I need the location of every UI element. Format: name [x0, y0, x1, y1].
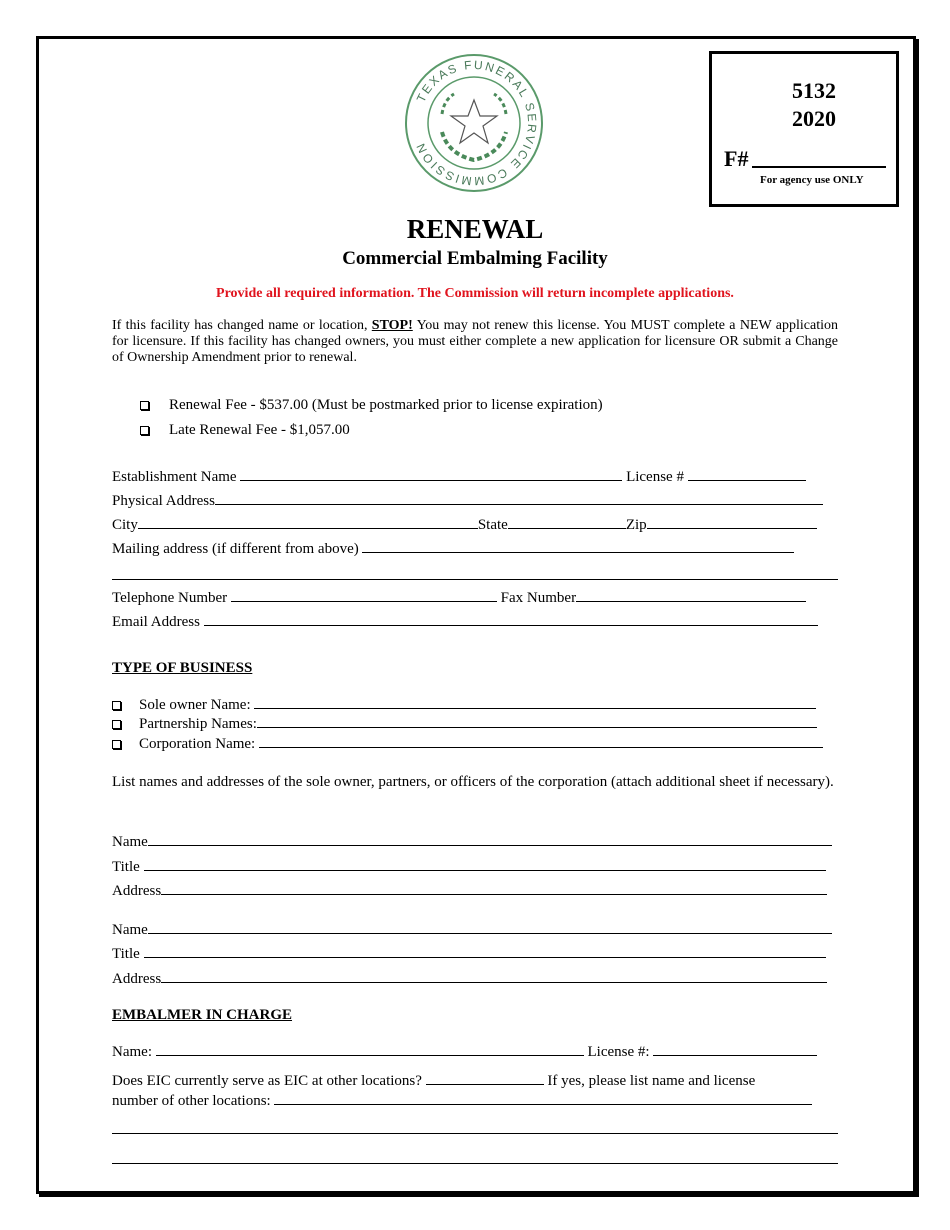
agency-use-box — [709, 51, 899, 207]
eic-locations-line3[interactable] — [112, 1163, 838, 1164]
eic-name-row: Name: License #: — [112, 1041, 817, 1061]
embalmer-heading: EMBALMER IN CHARGE — [112, 1007, 293, 1023]
owner1-name-row: Name — [112, 831, 832, 851]
telephone-field[interactable] — [231, 587, 497, 602]
checkbox[interactable] — [112, 720, 121, 729]
city-state-zip-row: City State Zip — [112, 514, 817, 534]
eic-other-locations-field[interactable] — [426, 1070, 544, 1085]
owner2-title-field[interactable] — [144, 943, 826, 958]
phone-fax-row: Telephone Number Fax Number — [112, 587, 806, 607]
mailing-address-field[interactable] — [362, 538, 794, 553]
eic-license-field[interactable] — [653, 1041, 817, 1056]
agency-use-note: For agency use ONLY — [760, 174, 864, 186]
f-number-label: F# — [724, 146, 749, 171]
partnership-field[interactable] — [257, 713, 817, 728]
owner2-name-row: Name — [112, 919, 832, 939]
eic-question-row: Does EIC currently serve as EIC at other locations? If yes, please list name and license — [112, 1070, 755, 1090]
owner2-address-row: Address — [112, 968, 827, 988]
page-subtitle: Commercial Embalming Facility — [342, 248, 608, 269]
partnership-row: Partnership Names: — [112, 713, 817, 733]
eic-locations-line2[interactable] — [112, 1133, 838, 1134]
form-year: 2020 — [792, 106, 836, 131]
checkbox[interactable] — [112, 740, 121, 749]
warning-text: Provide all required information. The Commission will return incomplete applications. — [216, 286, 734, 301]
owner2-address-field[interactable] — [161, 968, 827, 983]
physical-address-row: Physical Address — [112, 490, 823, 510]
email-row: Email Address — [112, 611, 818, 631]
sole-owner-field[interactable] — [254, 694, 816, 709]
zip-field[interactable] — [647, 514, 817, 529]
owner2-title-row: Title — [112, 943, 826, 963]
eic-locations-field[interactable] — [274, 1090, 812, 1105]
owner1-title-row: Title — [112, 856, 826, 876]
checkbox[interactable] — [140, 401, 149, 410]
owner1-title-field[interactable] — [144, 856, 826, 871]
checkbox[interactable] — [140, 426, 149, 435]
email-field[interactable] — [204, 611, 818, 626]
owner1-name-field[interactable] — [148, 831, 832, 846]
page-title: RENEWAL — [406, 214, 544, 244]
fax-field[interactable] — [576, 587, 806, 602]
corporation-row: Corporation Name: — [112, 733, 823, 753]
commission-seal — [398, 52, 550, 194]
mailing-address-row: Mailing address (if different from above) — [112, 538, 794, 558]
eic-locations-row: number of other locations: — [112, 1090, 812, 1110]
owner1-address-row: Address — [112, 880, 827, 900]
list-instruction: List names and addresses of the sole owner, partners, or officers of the corporation (attach additional sheet if necessary). — [112, 774, 834, 790]
establishment-name-row: Establishment Name License # — [112, 466, 806, 486]
eic-name-field[interactable] — [156, 1041, 584, 1056]
establishment-name-field[interactable] — [240, 466, 622, 481]
type-of-business-heading: TYPE OF BUSINESS — [112, 660, 253, 676]
checkbox[interactable] — [112, 701, 121, 710]
physical-address-field[interactable] — [215, 490, 823, 505]
owner2-name-field[interactable] — [148, 919, 832, 934]
city-field[interactable] — [138, 514, 478, 529]
form-number: 5132 — [792, 78, 836, 103]
owner1-address-field[interactable] — [161, 880, 827, 895]
f-number-field[interactable] — [752, 166, 886, 168]
seal-ring-text: TEXAS FUNERAL SERVICE COMMISSION — [412, 57, 540, 189]
intro-paragraph: If this facility has changed name or location, STOP! You may not renew this license. You MUST complete a NEW application for licensure. If this facility has changed owners, you must either complete a new application for licensure OR submit a Change of Ownership Amendment prior to renewal. — [112, 318, 838, 365]
renewal-fee-option[interactable]: Renewal Fee - $537.00 (Must be postmarked prior to license expiration) — [140, 396, 603, 414]
stop-text: STOP! — [371, 318, 413, 333]
mailing-address-line2[interactable] — [112, 579, 838, 580]
license-number-field[interactable] — [688, 466, 806, 481]
state-field[interactable] — [508, 514, 626, 529]
late-renewal-fee-option[interactable]: Late Renewal Fee - $1,057.00 — [140, 421, 350, 439]
corporation-field[interactable] — [259, 733, 823, 748]
sole-owner-row: Sole owner Name: — [112, 694, 816, 714]
